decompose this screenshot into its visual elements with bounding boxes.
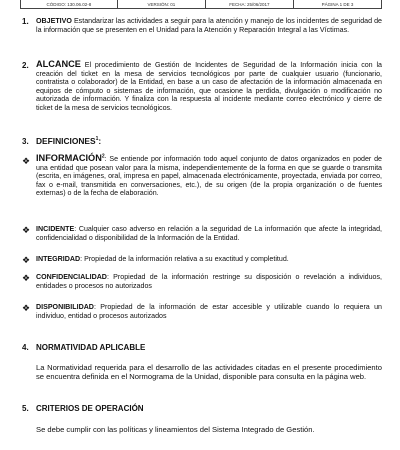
definition-confidencialidad-text: : Propiedad de la información restringe su disposición o revelación a individuos, entidades o procesos no autorizados xyxy=(36,273,382,290)
bullet-icon: ❖ xyxy=(22,156,31,166)
header-version: VERSIÓN: 01 xyxy=(117,0,205,8)
definition-disponibilidad-term: DISPONIBILIDAD xyxy=(36,303,94,311)
definition-informacion-footnote-ref: 2 xyxy=(101,153,105,160)
definition-confidencialidad xyxy=(36,273,382,290)
section-2-alcance xyxy=(36,60,382,113)
definition-disponibilidad-text: : Propiedad de la información de estar accesible y utilizable cuando lo requiera un individuo, entidad o procesos autorizados xyxy=(36,303,382,320)
definition-integridad-term: INTEGRIDAD xyxy=(36,255,81,263)
definition-confidencialidad-term: CONFIDENCIALIDAD xyxy=(36,273,107,281)
section-1-title: OBJETIVO xyxy=(36,17,72,25)
section-2-text: El procedimiento de Gestión de Incidentes de Seguridad de la Información inicia con la creación del ticket en la mesa de servicios tecnológicos por parte de cualquier usuario (funcionario, contratista o colaborador) de la Entidad, en base a un caso de afectación de la información almacenada en equipos de cómputo o sistemas de información, que ocasione la perdida, divulgación o modificación no autorizada de información. Y finaliza con la respuesta al incidente mediante correo electrónico y cierre de ticket de la mesa de servicios tecnológicos. xyxy=(36,61,382,112)
section-1-number: 1. xyxy=(22,17,29,26)
header-pagina: PÁGINA 1 DE 3 xyxy=(293,0,381,8)
bullet-icon: ❖ xyxy=(22,273,31,283)
header-codigo: CÓDIGO: 130.06.02-8 xyxy=(46,1,92,7)
section-2-title: ALCANCE xyxy=(36,59,81,69)
section-1-text: Estandarizar las actividades a seguir para la atención y manejo de los incidentes de seguridad de la información que se presenten en el Unidad para la Atención y Reparación Integral a las Víctimas. xyxy=(36,17,382,34)
bullet-icon: ❖ xyxy=(22,255,31,265)
section-5-text: Se debe cumplir con las políticas y lineamientos del Sistema Integrado de Gestión. xyxy=(36,425,315,434)
section-3-colon: : xyxy=(98,136,102,146)
definition-informacion xyxy=(36,154,382,198)
definition-disponibilidad xyxy=(36,303,382,320)
definition-integridad xyxy=(36,255,382,264)
definition-integridad-text: : Propiedad de la información relativa a su exactitud y completitud. xyxy=(80,255,289,263)
definition-informacion-term: INFORMACIÓN xyxy=(36,153,102,163)
section-3-footnote-ref: 1 xyxy=(95,136,99,143)
section-2-number: 2. xyxy=(22,61,29,70)
bullet-icon: ❖ xyxy=(22,225,31,235)
header-fecha: FECHA: 25/06/2017 xyxy=(205,0,293,8)
document-header xyxy=(20,0,382,9)
definition-incidente xyxy=(36,225,382,242)
section-4-text: La Normatividad requerida para el desarrollo de las actividades citadas en el presente procedimiento se encuentra definida en el Normograma de la Unidad, disponible para consulta en la página web. xyxy=(36,363,382,382)
bullet-icon: ❖ xyxy=(22,303,31,313)
section-5-title: CRITERIOS DE OPERACIÓN xyxy=(36,404,144,413)
definition-informacion-text: : Se entiende por información todo aquel conjunto de datos organizados en poder de una entidad que posean valor para la misma, independientemente de la forma en que se guarde o transmita (escrita, en imágenes, oral, impresa en papel, almacenada electrónicamente, proyectada, enviada por correo, fax o e-mail, transmitida en conversaciones, etc.), de su origen (de la propia organización o de fuentes externas) o de la fecha de elaboración. xyxy=(36,155,382,198)
section-3-title-row xyxy=(36,136,382,146)
section-3-title: DEFINICIONES xyxy=(36,136,96,146)
section-4-title: NORMATIVIDAD APLICABLE xyxy=(36,343,146,352)
section-5-number: 5. xyxy=(22,404,29,413)
section-3-number: 3. xyxy=(22,137,29,146)
section-4-number: 4. xyxy=(22,343,29,352)
definition-incidente-text: : Cualquier caso adverso en relación a la seguridad de La información que afecte la integridad, confidencialidad o disponibilidad de la Información de la Entidad. xyxy=(36,225,382,242)
definition-incidente-term: INCIDENTE xyxy=(36,225,75,233)
section-1-objetivo xyxy=(36,17,382,34)
